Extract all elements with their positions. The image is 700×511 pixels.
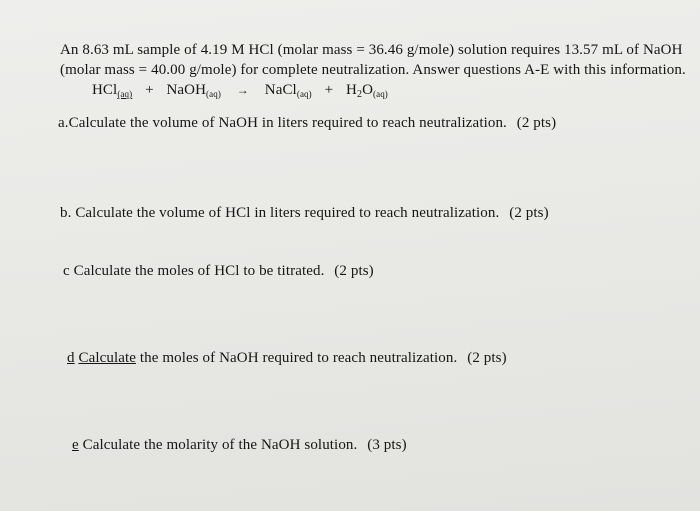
reaction-arrow: → bbox=[236, 83, 249, 97]
question-b-text: Calculate the volume of HCl in liters required to reach neutralization. bbox=[75, 205, 500, 221]
product-water: $H_2O_{(aq)}$ bbox=[346, 82, 388, 100]
question-d-label: d bbox=[67, 350, 75, 366]
product-nacl: NaCl$_{(aq)}$ bbox=[264, 82, 312, 99]
question-c bbox=[63, 263, 374, 280]
question-e-points: (3 pts) bbox=[367, 437, 407, 453]
chemical-equation bbox=[92, 82, 388, 100]
question-d-points: (2 pts) bbox=[467, 350, 507, 366]
question-d bbox=[67, 350, 507, 367]
question-e-label: e bbox=[72, 437, 79, 453]
reactant-hcl: HCl$_{(aq)}$ bbox=[92, 82, 133, 99]
plus-sign: + bbox=[145, 82, 154, 98]
plus-sign: + bbox=[324, 82, 334, 98]
question-c-label: c bbox=[63, 263, 70, 279]
question-c-points: (2 pts) bbox=[334, 263, 374, 279]
question-c-text: Calculate the moles of HCl to be titrated. bbox=[73, 263, 325, 279]
question-d-text: the moles of NaOH required to reach neutralization. bbox=[139, 350, 458, 366]
question-a-label: a. bbox=[58, 115, 69, 131]
question-b bbox=[60, 205, 549, 222]
question-a-text: Calculate the volume of NaOH in liters required to reach neutralization. bbox=[68, 115, 507, 131]
question-e-text: Calculate the molarity of the NaOH solution. bbox=[82, 437, 358, 453]
question-e bbox=[72, 437, 407, 454]
question-a bbox=[58, 115, 556, 132]
intro-line-1: An 8.63 mL sample of 4.19 M HCl (molar mass = 36.46 g/mole) solution requires 13.57 mL of NaOH bbox=[60, 42, 683, 58]
reactant-naoh: NaOH$_{(aq)}$ bbox=[166, 82, 221, 99]
question-b-label: b. bbox=[60, 205, 72, 221]
question-d-underlined-word: Calculate bbox=[78, 350, 137, 366]
question-b-points: (2 pts) bbox=[509, 205, 549, 221]
intro-line-2: (molar mass = 40.00 g/mole) for complete neutralization. Answer questions A-E with this information. bbox=[60, 62, 686, 78]
question-a-points: (2 pts) bbox=[516, 115, 557, 131]
